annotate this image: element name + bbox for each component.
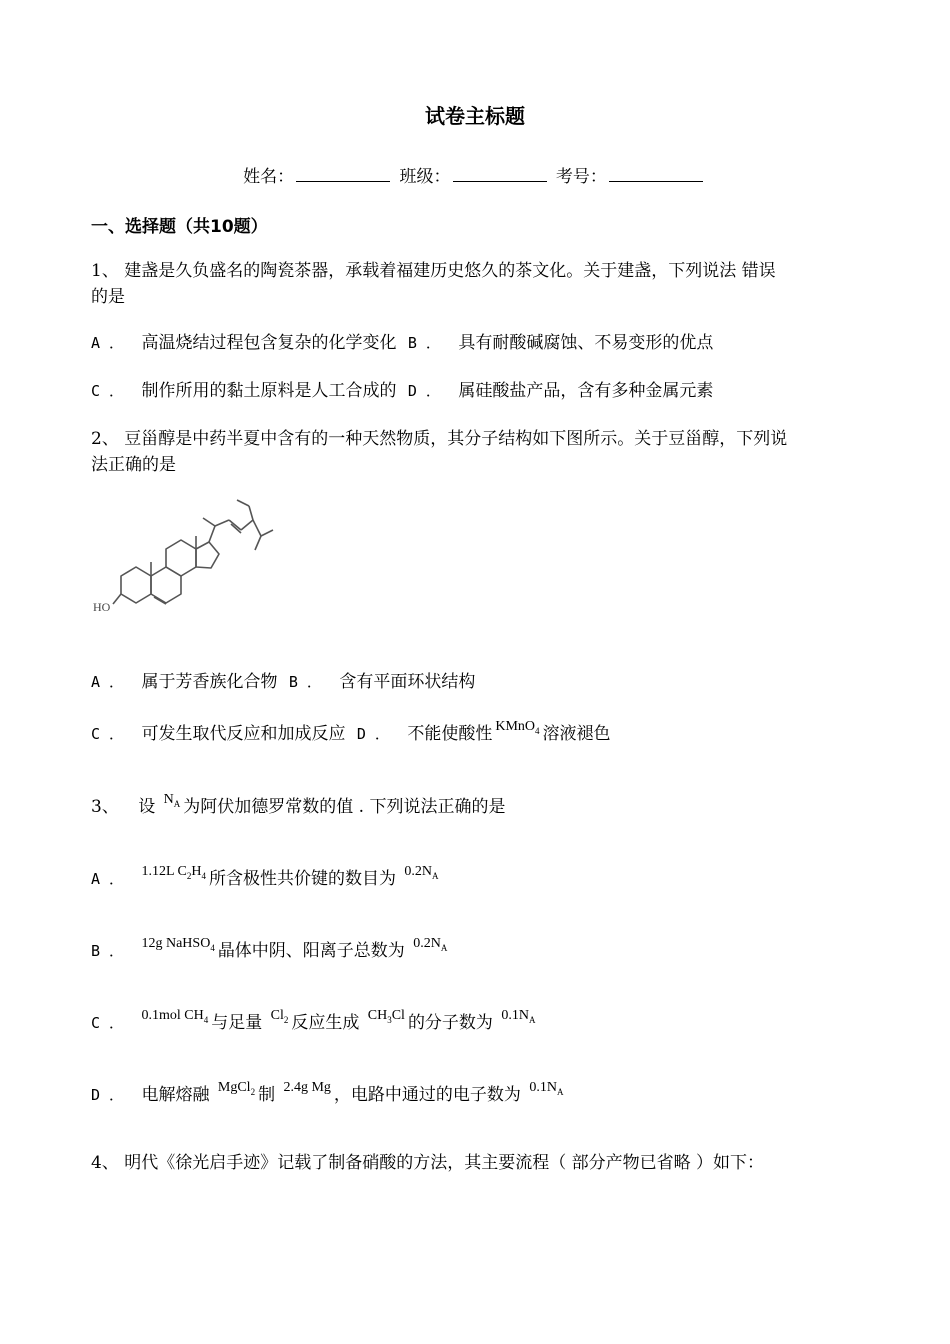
q2-opt-b-label: B ．	[288, 673, 322, 691]
q1-opt-d-text: 属硅酸盐产品，含有多种金属元素	[458, 381, 714, 401]
class-blank	[453, 167, 547, 182]
q1-options-ab	[91, 330, 713, 356]
q2-opt-b-text: 含有平面环状结构	[339, 672, 476, 692]
q3-opt-d-label: D ．	[91, 1086, 125, 1104]
ho-label: HO	[93, 600, 111, 614]
q3-opt-c-text3: 的分子数为	[407, 1013, 493, 1033]
name-label: 姓名：	[243, 167, 295, 187]
q3-opt-a-label: A ．	[91, 870, 125, 888]
q2-stem-line2: 法正确的是	[91, 455, 176, 475]
q3-opt-c-text2: 反应生成	[291, 1013, 360, 1033]
q3-opt-a-formula2: 0.2NA	[404, 864, 439, 881]
q3-option-a	[91, 866, 442, 898]
q3-opt-d-text2: 制	[258, 1085, 276, 1105]
q3-opt-c-label: C ．	[91, 1014, 125, 1032]
q3-opt-d-text1: 电解熔融	[141, 1085, 210, 1105]
q3-opt-d-text3: ，电路中通过的电子数为	[333, 1085, 521, 1105]
q3-opt-d-formula2: 2.4g Mg	[283, 1080, 331, 1095]
q1-opt-a-label: A ．	[91, 334, 125, 352]
q3-option-c	[91, 1010, 538, 1042]
page-title: 试卷主标题	[425, 104, 525, 128]
q2-options-cd	[91, 721, 611, 753]
q4-stem: 4、 明代《徐光启手迹》记载了制备硝酸的方法，其主要流程（ 部分产物已省略 ）如下：	[91, 1153, 765, 1173]
name-blank	[296, 167, 390, 182]
q1-stem-line2: 的是	[91, 287, 125, 307]
q1-options-cd	[91, 378, 713, 404]
q3-opt-b-label: B ．	[91, 942, 125, 960]
id-label: 考号：	[555, 167, 607, 187]
q3-opt-b-text: 晶体中阴、阳离子总数为	[217, 941, 405, 961]
id-blank	[609, 167, 703, 182]
q3-opt-c-formula3: CH3Cl	[367, 1008, 405, 1025]
q3-number: 3、	[91, 797, 119, 817]
kmno4-formula: KMnO4	[495, 719, 540, 736]
q3-opt-c-formula4: 0.1NA	[501, 1008, 536, 1025]
stigmasterol-structure-image	[91, 496, 281, 631]
q2-opt-d-text-pre: 不能使酸性	[407, 724, 493, 744]
q1-opt-b-text: 具有耐酸碱腐蚀、不易变形的优点	[458, 333, 714, 353]
q2-opt-c-label: C ．	[91, 725, 125, 743]
student-info-line	[0, 162, 950, 187]
q3-option-b	[91, 938, 450, 970]
q3-opt-b-formula2: 0.2NA	[413, 936, 448, 953]
q1-opt-c-text: 制作所用的黏土原料是人工合成的	[141, 381, 397, 401]
q1-opt-d-label: D ．	[407, 382, 441, 400]
q3-opt-b-formula1: 12g NaHSO4	[141, 936, 215, 953]
q2-stem-line1: 2、 豆甾醇是中药半夏中含有的一种天然物质，其分子结构如下图所示。关于豆甾醇，下列说	[91, 429, 788, 449]
q1-opt-b-label: B ．	[407, 334, 441, 352]
q3-stem	[91, 794, 505, 826]
q1-opt-c-label: C ．	[91, 382, 125, 400]
q3-opt-a-text: 所含极性共价键的数目为	[208, 869, 396, 889]
q2-options-ab	[91, 669, 475, 695]
q3-opt-c-formula1: 0.1mol CH4	[141, 1008, 209, 1025]
q3-opt-c-formula2: Cl2	[270, 1008, 289, 1025]
class-label: 班级：	[399, 167, 451, 187]
q2-opt-a-label: A ．	[91, 673, 125, 691]
q3-opt-a-formula1: 1.12L C2H4	[141, 864, 206, 881]
q1-stem-line1: 1、 建盏是久负盛名的陶瓷茶器，承载着福建历史悠久的茶文化。关于建盏，下列说法 错误	[91, 261, 776, 281]
na-symbol: NA	[163, 792, 181, 809]
q3-opt-d-formula3: 0.1NA	[529, 1080, 564, 1097]
q3-stem-pre: 设	[138, 797, 156, 817]
q1-opt-a-text: 高温烧结过程包含复杂的化学变化	[141, 333, 397, 353]
q3-opt-c-text1: 与足量	[211, 1013, 263, 1033]
q2-opt-d-label: D ．	[356, 725, 390, 743]
q2-opt-c-text: 可发生取代反应和加成反应	[141, 724, 346, 744]
q2-opt-a-text: 属于芳香族化合物	[141, 672, 278, 692]
q3-option-d	[91, 1082, 566, 1114]
q2-opt-d-text-post: 溶液褪色	[542, 724, 611, 744]
section-title: 一、选择题（共10题）	[91, 217, 268, 237]
q3-stem-post: 为阿伏加德罗常数的值 . 下列说法正确的是	[183, 797, 506, 817]
q3-opt-d-formula1: MgCl2	[217, 1080, 256, 1097]
